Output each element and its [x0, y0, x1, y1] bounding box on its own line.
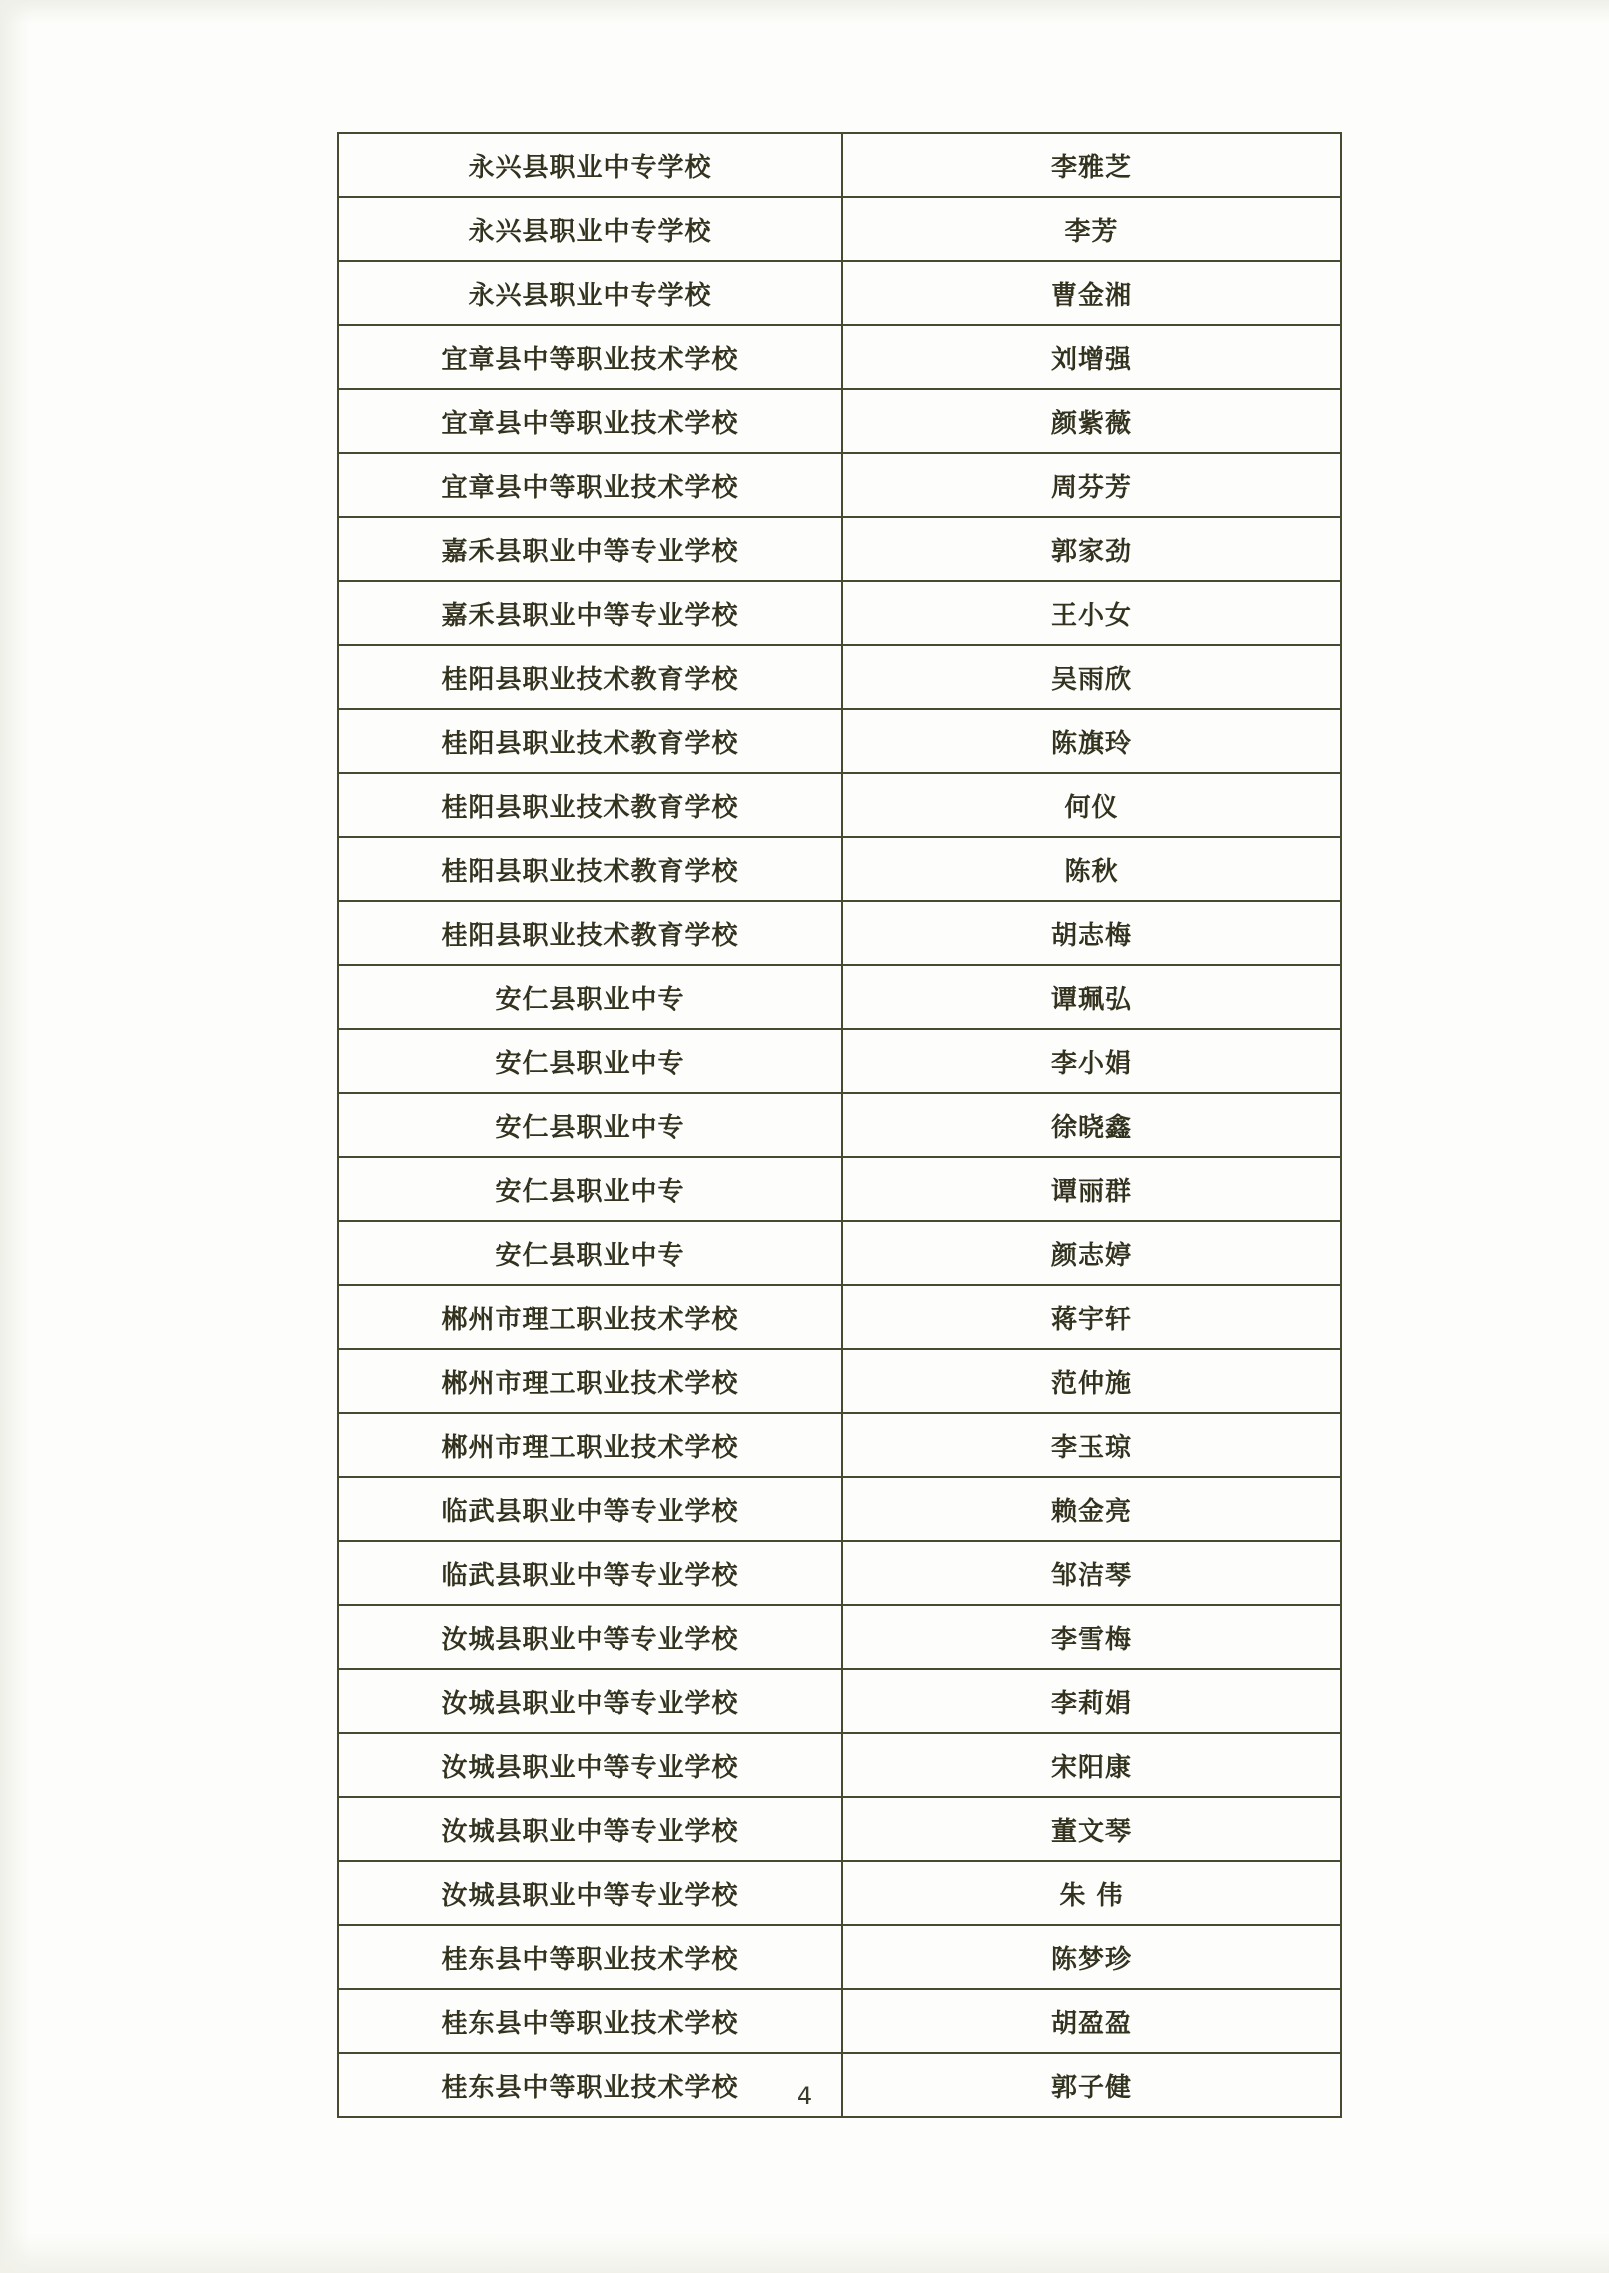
cell-school: 永兴县职业中专学校	[338, 197, 842, 261]
table-row	[338, 1861, 1341, 1925]
table-row	[338, 1093, 1341, 1157]
table-row	[338, 453, 1341, 517]
table-row	[338, 1797, 1341, 1861]
cell-person: 郭子健	[842, 2053, 1341, 2117]
cell-person: 李玉琼	[842, 1413, 1341, 1477]
cell-person: 颜志婷	[842, 1221, 1341, 1285]
cell-person: 邹洁琴	[842, 1541, 1341, 1605]
cell-school: 桂东县中等职业技术学校	[338, 2053, 842, 2117]
table-row	[338, 133, 1341, 197]
table-row	[338, 1413, 1341, 1477]
scan-edge-bottom	[0, 2233, 1609, 2273]
cell-person: 董文琴	[842, 1797, 1341, 1861]
table-row	[338, 1157, 1341, 1221]
cell-person: 范仲施	[842, 1349, 1341, 1413]
cell-school: 桂东县中等职业技术学校	[338, 1925, 842, 1989]
table-row	[338, 1221, 1341, 1285]
table-row	[338, 965, 1341, 1029]
cell-person: 吴雨欣	[842, 645, 1341, 709]
table-row	[338, 1733, 1341, 1797]
roster-table-container	[337, 132, 1312, 2118]
cell-person: 李莉娟	[842, 1669, 1341, 1733]
cell-school: 嘉禾县职业中等专业学校	[338, 581, 842, 645]
cell-person: 颜紫薇	[842, 389, 1341, 453]
cell-school: 桂阳县职业技术教育学校	[338, 773, 842, 837]
cell-school: 汝城县职业中等专业学校	[338, 1669, 842, 1733]
cell-school: 汝城县职业中等专业学校	[338, 1733, 842, 1797]
cell-school: 宜章县中等职业技术学校	[338, 453, 842, 517]
scan-edge-top	[0, 0, 1609, 24]
cell-school: 郴州市理工职业技术学校	[338, 1413, 842, 1477]
table-row	[338, 325, 1341, 389]
cell-person: 陈旗玲	[842, 709, 1341, 773]
table-row	[338, 901, 1341, 965]
cell-person: 胡盈盈	[842, 1989, 1341, 2053]
table-row	[338, 389, 1341, 453]
cell-person: 陈梦珍	[842, 1925, 1341, 1989]
table-row	[338, 709, 1341, 773]
table-row	[338, 773, 1341, 837]
cell-school: 安仁县职业中专	[338, 1093, 842, 1157]
cell-person: 李雪梅	[842, 1605, 1341, 1669]
table-row	[338, 1669, 1341, 1733]
cell-school: 安仁县职业中专	[338, 965, 842, 1029]
cell-school: 汝城县职业中等专业学校	[338, 1861, 842, 1925]
cell-school: 桂阳县职业技术教育学校	[338, 837, 842, 901]
cell-person: 陈秋	[842, 837, 1341, 901]
cell-person: 曹金湘	[842, 261, 1341, 325]
table-row	[338, 1029, 1341, 1093]
cell-school: 安仁县职业中专	[338, 1221, 842, 1285]
cell-person: 徐晓鑫	[842, 1093, 1341, 1157]
table-row	[338, 1605, 1341, 1669]
cell-school: 宜章县中等职业技术学校	[338, 389, 842, 453]
table-row	[338, 1477, 1341, 1541]
cell-person: 朱 伟	[842, 1861, 1341, 1925]
table-row	[338, 645, 1341, 709]
cell-school: 安仁县职业中专	[338, 1029, 842, 1093]
cell-person: 李雅芝	[842, 133, 1341, 197]
table-row	[338, 581, 1341, 645]
table-row	[338, 1285, 1341, 1349]
cell-person: 谭珮弘	[842, 965, 1341, 1029]
cell-school: 桂阳县职业技术教育学校	[338, 901, 842, 965]
table-row	[338, 1349, 1341, 1413]
cell-person: 胡志梅	[842, 901, 1341, 965]
roster-table-body	[338, 133, 1341, 2117]
table-row	[338, 1925, 1341, 1989]
table-row	[338, 517, 1341, 581]
cell-person: 赖金亮	[842, 1477, 1341, 1541]
cell-person: 李芳	[842, 197, 1341, 261]
table-row	[338, 197, 1341, 261]
cell-person: 宋阳康	[842, 1733, 1341, 1797]
cell-school: 桂阳县职业技术教育学校	[338, 709, 842, 773]
cell-school: 临武县职业中等专业学校	[338, 1541, 842, 1605]
cell-person: 李小娟	[842, 1029, 1341, 1093]
page-number: 4	[796, 2082, 813, 2110]
cell-person: 郭家劲	[842, 517, 1341, 581]
cell-school: 汝城县职业中等专业学校	[338, 1605, 842, 1669]
table-row	[338, 261, 1341, 325]
cell-school: 临武县职业中等专业学校	[338, 1477, 842, 1541]
roster-table	[337, 132, 1342, 2118]
cell-school: 永兴县职业中专学校	[338, 133, 842, 197]
cell-school: 宜章县中等职业技术学校	[338, 325, 842, 389]
table-row	[338, 837, 1341, 901]
cell-person: 谭丽群	[842, 1157, 1341, 1221]
cell-school: 嘉禾县职业中等专业学校	[338, 517, 842, 581]
cell-person: 刘增强	[842, 325, 1341, 389]
table-row	[338, 1989, 1341, 2053]
cell-person: 周芬芳	[842, 453, 1341, 517]
cell-school: 安仁县职业中专	[338, 1157, 842, 1221]
cell-school: 郴州市理工职业技术学校	[338, 1349, 842, 1413]
cell-school: 永兴县职业中专学校	[338, 261, 842, 325]
scan-edge-left	[0, 0, 30, 2273]
cell-person: 何仪	[842, 773, 1341, 837]
cell-school: 桂阳县职业技术教育学校	[338, 645, 842, 709]
cell-person: 蒋宇轩	[842, 1285, 1341, 1349]
cell-school: 汝城县职业中等专业学校	[338, 1797, 842, 1861]
cell-school: 郴州市理工职业技术学校	[338, 1285, 842, 1349]
cell-school: 桂东县中等职业技术学校	[338, 1989, 842, 2053]
table-row	[338, 1541, 1341, 1605]
cell-person: 王小女	[842, 581, 1341, 645]
